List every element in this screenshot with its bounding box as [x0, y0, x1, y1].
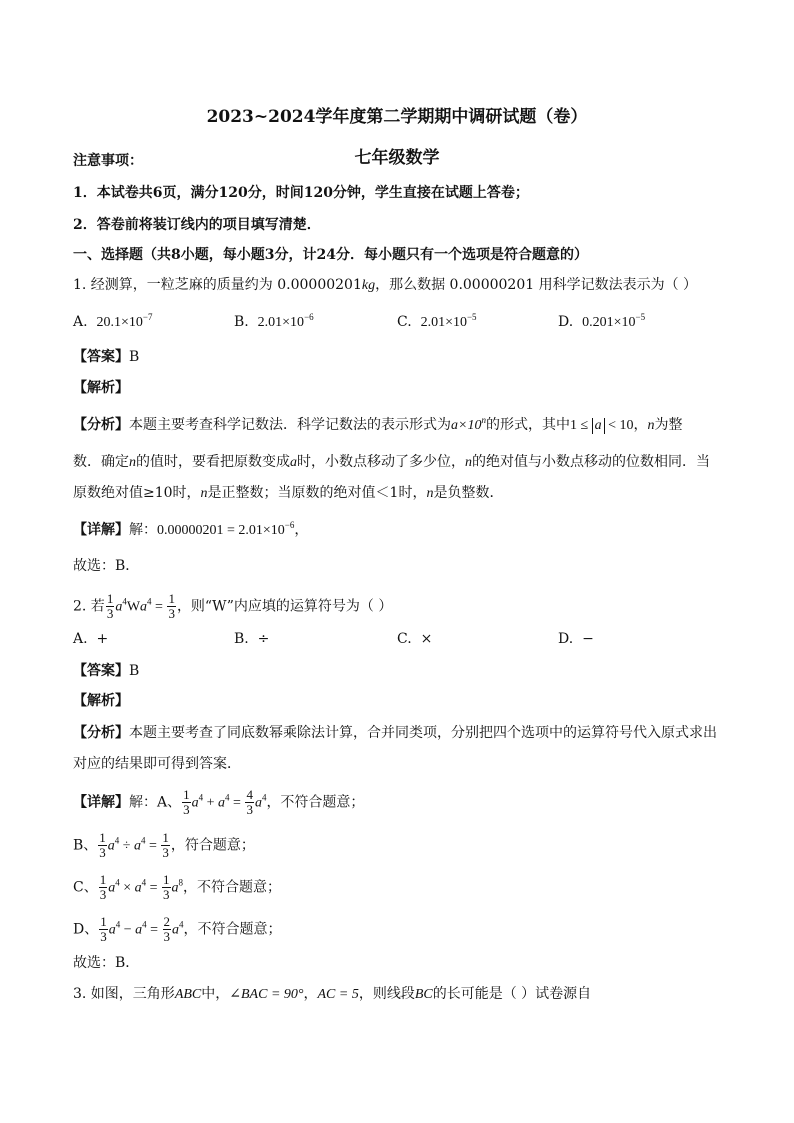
q2-option-b: B. ÷ — [234, 631, 270, 647]
q1-option-c: C. $2.01\times 10^{-5}$ — [397, 312, 477, 330]
notes-heading: 注意事项： — [73, 153, 143, 169]
section-heading-choice: 一、选择题（共8小题，每小题3分，计24分．每小题只有一个选项是符合题意的） — [73, 247, 588, 263]
q1-stem: 1. 经测算，一粒芝麻的质量约为 0.00000201kg，那么数据 0.00000201 用科学记数法表示为（ ） — [73, 277, 698, 293]
q1-analysis-tag: 【解析】 — [73, 380, 129, 396]
notes-item-1: 1．本试卷共6页，满分120分，时间120分钟，学生直接在试题上答卷； — [73, 185, 529, 201]
q2-choose: 故选：B． — [73, 955, 140, 971]
q2-option-d: D. − — [558, 631, 594, 647]
q1-option-d: D. $0.201\times 10^{-5}$ — [558, 312, 646, 330]
q2-detail-c: C、 $\frac{1}{3}$ $a^4 \times a^4$ = $\frac{1}{3}$ $a^8$，不符合题意； — [73, 872, 282, 902]
q2-answer: 【答案】B — [73, 663, 140, 679]
q2-detail-a: 【详解】解：A、 $\frac{1}{3}$ $a^4 + a^4$ = $\frac{4}{3}$ $a^4$，不符合题意； — [73, 787, 365, 817]
notes-item-2: 2．答卷前将装订线内的项目填写清楚． — [73, 217, 321, 233]
q1-fenxi-line-3: 原数绝对值≥10时，n是正整数；当原数的绝对值＜1时，n是负整数． — [73, 485, 504, 501]
q2-fenxi-line-1: 【分析】本题主要考查了同底数幂乘除法计算，合并同类项，分别把四个选项中的运算符号代入原式求出 — [73, 725, 717, 741]
q2-detail-d: D、 $\frac{1}{3}$ $a^4 - a^4$ = $\frac{2}{3}$ $a^4$，不符合题意； — [73, 914, 282, 944]
q1-answer: 【答案】B — [73, 349, 140, 365]
q2-stem: 2. 若 $\frac{1}{3}$ $a^4Wa^4$ = $\frac{1}{3}$ ，则“W”内应填的运算符号为（ ） — [73, 591, 393, 621]
q2-option-a: A. + — [73, 631, 109, 647]
q1-fenxi-line-1: 【分析】本题主要考查科学记数法．科学记数法的表示形式为$a\times 10^n$的形式，其中1 ≤ a < 10，n为整 — [73, 415, 683, 433]
q1-option-b: B. $2.01\times 10^{-6}$ — [234, 312, 314, 330]
q3-stem: 3. 如图，三角形ABC中，∠BAC = 90°，AC = 5，则线段BC的长可能是（ ）试卷源自 — [73, 986, 592, 1002]
q2-analysis-tag: 【解析】 — [73, 693, 129, 709]
q1-choose: 故选：B． — [73, 558, 140, 574]
q1-detail: 【详解】解：$0.00000201 = 2.01\times 10^{-6}$， — [73, 520, 309, 538]
q1-fenxi-line-2: 数．确定n的值时，要看把原数变成a时，小数点移动了多少位，n的绝对值与小数点移动的位数相同．当 — [73, 454, 710, 470]
exam-subtitle: 七年级数学 — [354, 148, 440, 168]
q2-detail-b: B、 $\frac{1}{3}$ $a^4 \div a^4$ = $\frac{1}{3}$ ，符合题意； — [73, 830, 255, 860]
q1-option-a: A. $20.1\times 10^{-7}$ — [73, 312, 153, 330]
q2-fenxi-line-2: 对应的结果即可得到答案． — [73, 756, 241, 772]
q2-option-c: C. × — [397, 631, 433, 647]
exam-title: 2023~2024学年度第二学期期中调研试题（卷） — [206, 107, 588, 127]
